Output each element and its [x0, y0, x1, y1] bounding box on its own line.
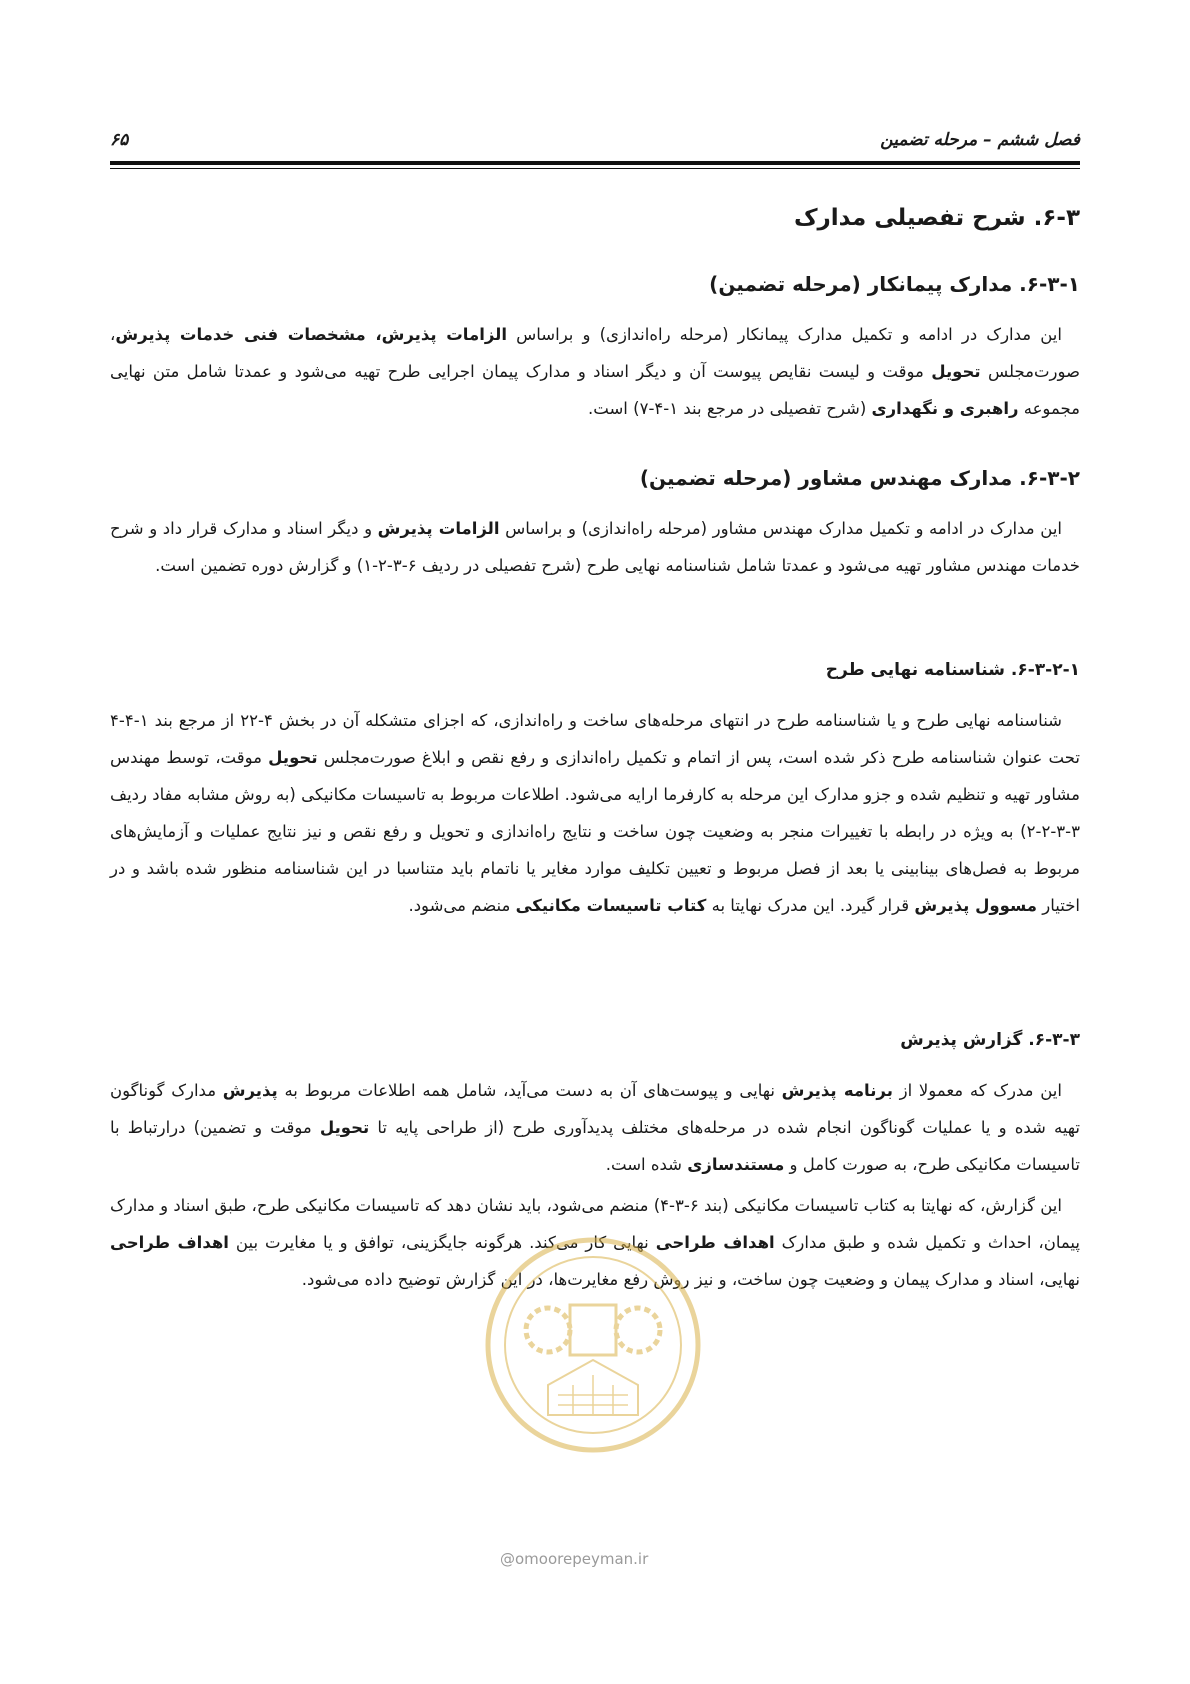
paragraph-final-id: شناسنامه نهایی طرح و یا شناسنامه طرح در انتهای مرحله‌های ساخت و راه‌اندازی، که اجزای متشکله آن در بخش ۴-۲۲ از مرجع بند ۱-۴-۴ تحت عنوان شناسنامه طرح ذکر شده است، پس از اتمام و تکمیل راه‌اندازی و رفع نقص و ابلاغ صورت‌مجلس تحویل موقت، توسط مهندس مشاور تهیه و تنظیم شده و جزو مدارک این مرحله به کارفرما ارایه می‌شود. اطلاعات مربوط به تاسیسات مکانیکی (به روش مشابه مفاد ردیف ۳-۳-۲-۲) به ویژه در رابطه با تغییرات منجر به وضعیت چون ساخت و نتایج راه‌اندازی و تحویل و رفع نقص و نیز نتایج عملیات و آزمایش‌های مربوط به فصل‌های بینابینی یا بعد از فصل مربوط و تعیین تکلیف موارد مغایر یا ناتمام باید متناسبا در این شناسنامه منظور شده باشد و در اختیار مسوول پذیرش قرار گیرد. این مدرک نهایتا به کتاب تاسیسات مکانیکی منضم می‌شود. — [110, 711, 1081, 915]
paragraph-contractor-docs: این مدارک در ادامه و تکمیل مدارک پیمانکار (مرحله راه‌اندازی) و براساس الزامات پذیرش، مشخصات فنی خدمات پذیرش، صورت‌مجلس تحویل موقت و لیست نقایص پیوست آن و دیگر اسناد و مدارک پیمان اجرایی طرح تهیه می‌شود و عمدتا شامل متن نهایی مجموعه راهبری و نگهداری (شرح تفصیلی در مرجع بند ۱-۴-۷) است. — [110, 325, 1080, 418]
watermark-seal-icon — [478, 1210, 708, 1480]
subsection-title-contractor: ۶-۳-۱. مدارک پیمانکار (مرحله تضمین) — [709, 272, 1080, 296]
watermark-url: @omoorepeyman.ir — [500, 1550, 649, 1568]
running-header: فصل ششم – مرحله تضمین — [880, 130, 1080, 150]
section-title: ۶-۳. شرح تفصیلی مدارک — [794, 205, 1080, 231]
paragraph-acceptance-report-1: این مدرک که معمولا از برنامه پذیرش نهایی و پیوست‌های آن به دست می‌آید، شامل همه اطلاعات مربوط به پذیرش مدارک گوناگون تهیه شده و یا عملیات گوناگون انجام شده در مرحله‌های مختلف پدیدآوری طرح (از طراحی پایه تا تحویل موقت و تضمین) درارتباط با تاسیسات مکانیکی طرح، به صورت کامل و مستندسازی شده است. — [110, 1081, 1080, 1174]
header-rule-thick — [110, 161, 1080, 165]
page-number: ۶۵ — [110, 130, 129, 150]
header-rule-thin — [110, 168, 1080, 169]
paragraph-acceptance-report-2: این گزارش، که نهایتا به کتاب تاسیسات مکانیکی (بند ۶-۳-۴) منضم می‌شود، باید نشان دهد که تاسیسات مکانیکی طرح، طبق اسناد و مدارک پیمان، احداث و تکمیل شده و طبق مدارک اهداف طراحی نهایی کار می‌کند. هرگونه جایگزینی، توافق و یا مغایرت بین اهداف طراحی نهایی، اسناد و مدارک پیمان و وضعیت چون ساخت، و نیز روش رفع مغایرت‌ها، در این گزارش توضیح داده می‌شود. — [110, 1196, 1080, 1289]
subsection-title-consultant: ۶-۳-۲. مدارک مهندس مشاور (مرحله تضمین) — [639, 466, 1080, 490]
subsection-title-acceptance-report: ۶-۳-۳. گزارش پذیرش — [900, 1030, 1080, 1050]
paragraph-consultant-docs: این مدارک در ادامه و تکمیل مدارک مهندس مشاور (مرحله راه‌اندازی) و براساس الزامات پذیرش و دیگر اسناد و مدارک قرار داد و شرح خدمات مهندس مشاور تهیه می‌شود و عمدتا شامل شناسنامه نهایی طرح (شرح تفصیلی در ردیف ۶-۳-۲-۱) و گزارش دوره تضمین است. — [110, 519, 1080, 575]
subsection-title-final-id: ۶-۳-۲-۱. شناسنامه نهایی طرح — [825, 660, 1080, 680]
